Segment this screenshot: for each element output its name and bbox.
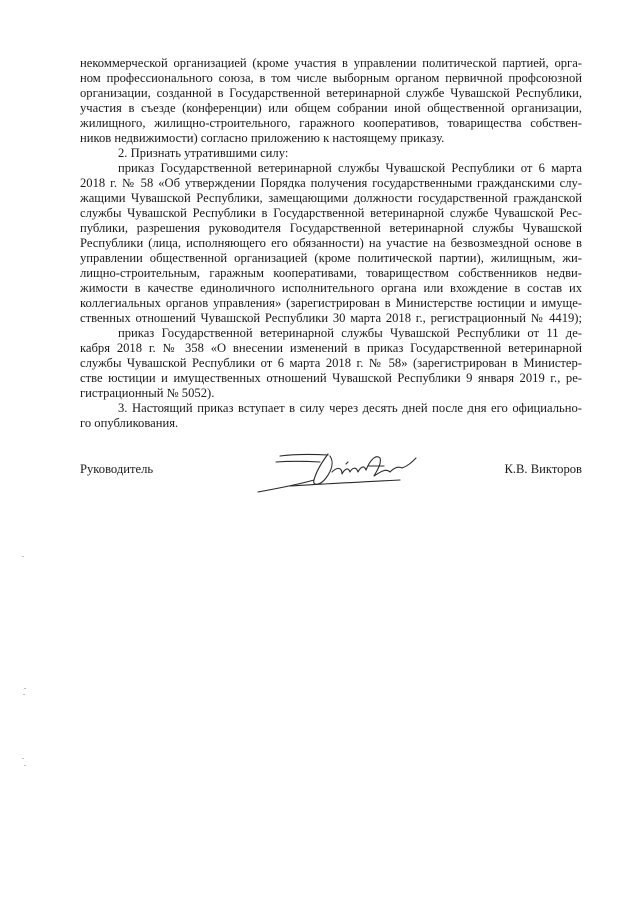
text-line: ников недвижимости) согласно приложению к настоящему приказу. bbox=[80, 131, 445, 145]
text-line: Республики (лица, исполняющего его обязанности) на участие на безвозмездной основе в bbox=[80, 236, 582, 250]
text-line: службы Чувашской Республики от 6 марта 2018 г. № 58» (зарегистрирован в Министер- bbox=[80, 356, 582, 370]
text-line: 3. Настоящий приказ вступает в силу через десять дней после дня его официально- bbox=[118, 401, 582, 415]
text-line: гистрационный № 5052). bbox=[80, 386, 215, 400]
text-line: приказ Государственной ветеринарной службы Чувашской Республики от 11 де- bbox=[118, 326, 582, 340]
text-line: ном профессионального союза, в том числе выборным органом первичной профсоюзной bbox=[80, 71, 582, 85]
text-line: стве юстиции и имущественных отношений Чувашской Республики 9 января 2019 г., ре- bbox=[80, 371, 582, 385]
section-heading: 2. Признать утратившими силу: bbox=[118, 146, 289, 160]
text-line: организации, созданной в Государственной ветеринарной службе Чувашской Республики, bbox=[80, 86, 582, 100]
text-line: жащими Чувашской Республики, замещающими должности государственной гражданской bbox=[80, 191, 582, 205]
signatory-title: Руководитель bbox=[80, 462, 154, 476]
handwritten-signature bbox=[250, 442, 430, 498]
text-line: лищно-строительным, гаражным кооперативами, товариществом собственников недви- bbox=[80, 266, 582, 280]
text-line: жимости в качестве единоличного исполнительного органа или вхождение в состав их bbox=[80, 281, 582, 295]
signatory-name: К.В. Викторов bbox=[504, 462, 582, 476]
text-line: го опубликования. bbox=[80, 416, 179, 430]
text-line: кабря 2018 г. № 358 «О внесении изменений в приказ Государственной ветеринарной bbox=[80, 341, 582, 355]
text-line: управлении общественной организацией (кроме политической партии), жилищным, жи- bbox=[80, 251, 582, 265]
text-line: службы Чувашской Республики в Государственной ветеринарной службе Чувашской Рес- bbox=[80, 206, 582, 220]
text-line: ственных отношений Чувашской Республики 30 марта 2018 г., регистрационный № 4419); bbox=[80, 311, 582, 325]
text-line: 2018 г. № 58 «Об утверждении Порядка получения государственными гражданскими слу- bbox=[80, 176, 582, 190]
text-line: приказ Государственной ветеринарной службы Чувашской Республики от 6 марта bbox=[118, 161, 582, 175]
text-line: жилищного, жилищно-строительного, гаражного кооперативов, товарищества собствен- bbox=[80, 116, 582, 130]
text-line: публики, разрешения руководителя Государственной ветеринарной службы Чувашской bbox=[80, 221, 582, 235]
text-line: коллегиальных органов управления» (зарегистрирован в Министерстве юстиции и имуще- bbox=[80, 296, 582, 310]
text-line: участия в съезде (конференции) или общем собрании иной общественной организации, bbox=[80, 101, 582, 115]
text-line: некоммерческой организацией (кроме участия в управлении политической партией, орга- bbox=[80, 56, 582, 70]
